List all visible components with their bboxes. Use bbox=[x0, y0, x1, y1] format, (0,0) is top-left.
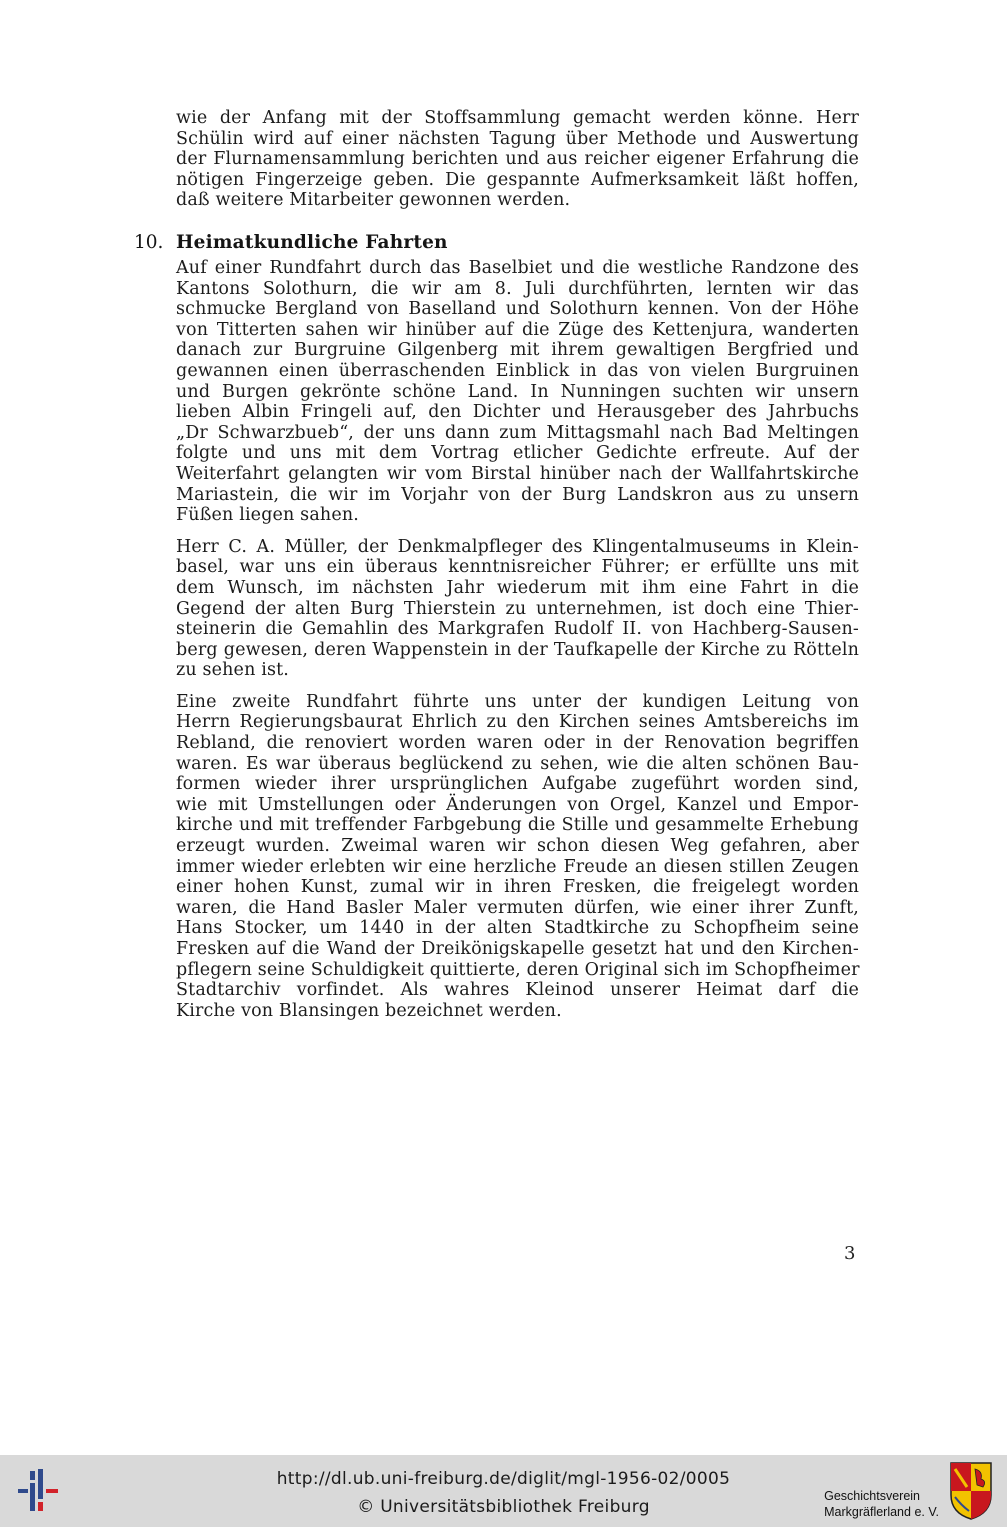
text-line: erzeugt wurden. Zweimal waren wir schon diesen Weg gefahren, aber bbox=[176, 836, 859, 857]
page-number: 3 bbox=[844, 1243, 856, 1264]
text-line: pflegern seine Schuldigkeit quittierte, deren Original sich im Schopfheimer bbox=[176, 959, 860, 980]
text-line: Hans Stocker, um 1440 in der alten Stadtkirche zu Schopfheim seine bbox=[176, 918, 859, 939]
text-line: Rebland, die renoviert worden waren oder in der Renovation begriffen bbox=[176, 733, 859, 754]
text-line: Weiterfahrt gelangten wir vom Birstal hinüber nach der Wallfahrtskirche bbox=[176, 463, 859, 484]
paragraph-1 bbox=[176, 258, 859, 526]
text-line: Füßen liegen sahen. bbox=[176, 505, 359, 526]
text-line: steinerin die Gemahlin des Markgrafen Rudolf II. von Hachberg-Sausen- bbox=[176, 619, 859, 640]
text-line: Mariastein, die wir im Vorjahr von der Burg Landskron aus zu unsern bbox=[176, 484, 859, 505]
text-line: formen wieder ihrer ursprünglichen Aufgabe zugeführt worden sind, bbox=[176, 774, 859, 795]
text-line: dem Wunsch, im nächsten Jahr wiederum mit ihm eine Fahrt in die bbox=[176, 577, 859, 598]
footer-copyright: © Universitätsbibliothek Freiburg bbox=[357, 1497, 650, 1517]
text-line: immer wieder erlebten wir eine herzliche Freude an diesen stillen Zeugen bbox=[176, 856, 859, 877]
footer-url-link[interactable]: http://dl.ub.uni-freiburg.de/diglit/mgl-1956-02/0005 bbox=[276, 1469, 731, 1489]
section-title: Heimatkundliche Fahrten bbox=[176, 232, 448, 253]
text-line: waren. Es war überaus beglückend zu sehen, wie die alten schönen Bau- bbox=[176, 753, 859, 774]
text-line: Gegend der alten Burg Thierstein zu unternehmen, ist doch eine Thier- bbox=[176, 598, 859, 619]
text-line: wie mit Umstellungen oder Änderungen von Orgel, Kanzel und Empor- bbox=[176, 794, 859, 815]
text-line: wie der Anfang mit der Stoffsammlung gemacht werden könne. Herr bbox=[176, 108, 859, 128]
paragraph-2 bbox=[176, 537, 859, 681]
society-name-line1: Geschichtsverein bbox=[824, 1489, 920, 1503]
text-line: Auf einer Rundfahrt durch das Baselbiet und die westliche Randzone des bbox=[176, 258, 859, 278]
text-line: Herr C. A. Müller, der Denkmalpfleger des Klingentalmuseums in Klein- bbox=[176, 536, 859, 557]
text-line: waren, die Hand Basler Maler vermuten dürfen, wie einer ihrer Zunft, bbox=[176, 897, 859, 918]
society-name-line2: Markgräflerland e. V. bbox=[824, 1505, 939, 1519]
text-line: Eine zweite Rundfahrt führte uns unter der kundigen Leitung von bbox=[176, 691, 859, 712]
text-line: von Titterten sahen wir hinüber auf die Züge des Kettenjura, wanderten bbox=[176, 319, 859, 340]
footer-bar bbox=[0, 1455, 1007, 1527]
text-line: schmucke Bergland von Baselland und Solothurn kennen. Von der Höhe bbox=[176, 299, 859, 320]
society-crest-icon[interactable] bbox=[949, 1461, 993, 1521]
paragraph-3 bbox=[176, 692, 859, 1022]
text-line: Kantons Solothurn, die wir am 8. Juli durchführten, lernten wir das bbox=[176, 278, 859, 299]
text-line: daß weitere Mitarbeiter gewonnen werden. bbox=[176, 190, 571, 211]
text-line: folgte und uns mit dem Vortrag etlicher Gedichte erfreute. Auf der bbox=[176, 443, 859, 464]
text-line: Schülin wird auf einer nächsten Tagung über Methode und Auswertung bbox=[176, 128, 859, 149]
text-line: berg gewesen, deren Wappenstein in der Taufkapelle der Kirche zu Rötteln bbox=[176, 639, 859, 660]
text-line: kirche und mit treffender Farbgebung die Stille und gesammelte Erhebung bbox=[176, 815, 859, 836]
text-line: lieben Albin Fringeli auf, den Dichter und Herausgeber des Jahrbuchs bbox=[176, 402, 859, 423]
text-line: gewannen einen überraschenden Einblick in das von vielen Burgruinen bbox=[176, 360, 859, 381]
text-line: basel, war uns ein überaus kenntnisreicher Führer; er erfüllte uns mit bbox=[176, 557, 859, 578]
text-line: nötigen Fingerzeige geben. Die gespannte Aufmerksamkeit läßt hoffen, bbox=[176, 169, 859, 190]
text-line: und Burgen gekrönte schöne Land. In Nunningen suchten wir unsern bbox=[176, 381, 859, 402]
text-line: danach zur Burgruine Gilgenberg mit ihrem gewaltigen Bergfried und bbox=[176, 340, 859, 361]
text-line: zu sehen ist. bbox=[176, 660, 289, 681]
text-line: der Flurnamensammlung berichten und aus reicher eigener Erfahrung die bbox=[176, 149, 859, 170]
text-line: „Dr Schwarzbueb“, der uns dann zum Mittagsmahl nach Bad Meltingen bbox=[176, 422, 859, 443]
society-name bbox=[824, 1488, 939, 1520]
section-heading bbox=[134, 232, 448, 254]
text-line: Kirche von Blansingen bezeichnet werden. bbox=[176, 1000, 562, 1021]
text-line: einer hohen Kunst, zumal wir in ihren Fresken, die freigelegt worden bbox=[176, 877, 859, 898]
text-line: Herrn Regierungsbaurat Ehrlich zu den Kirchen seines Amtsbereichs im bbox=[176, 712, 859, 733]
section-body bbox=[176, 258, 859, 1032]
section-number: 10. bbox=[134, 232, 164, 253]
text-line: Fresken auf die Wand der Dreikönigskapelle gesetzt hat und den Kirchen- bbox=[176, 939, 859, 959]
text-line: Stadtarchiv vorfindet. Als wahres Kleinod unserer Heimat darf die bbox=[176, 980, 859, 1001]
intro-paragraph bbox=[176, 108, 859, 222]
